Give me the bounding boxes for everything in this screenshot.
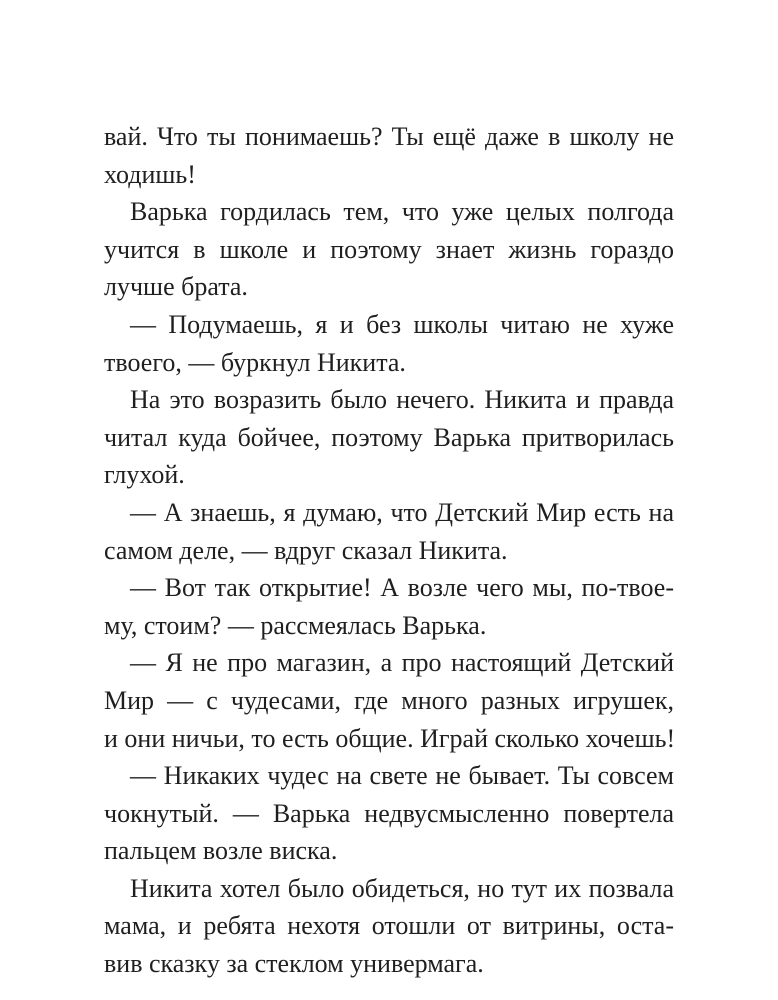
text-line: самом деле, — вдруг сказал Никита. bbox=[104, 535, 508, 565]
text-line: читал куда бойчее, поэтому Варька притворилась bbox=[104, 422, 674, 452]
paragraph bbox=[104, 757, 674, 870]
text-line: пальцем возле виска. bbox=[104, 836, 338, 866]
text-line: глухой. bbox=[104, 460, 185, 490]
text-line: му, стоим? — рассмеялась Варька. bbox=[104, 610, 487, 640]
paragraph bbox=[104, 118, 674, 193]
paragraph bbox=[104, 306, 674, 381]
text-line: твоего, — буркнул Никита. bbox=[104, 347, 406, 377]
text-line: — Никаких чудес на свете не бывает. Ты совсем bbox=[130, 761, 674, 791]
text-line: — Вот так открытие! А возле чего мы, по-твое- bbox=[130, 573, 674, 603]
text-line: На это возразить было нечего. Никита и правда bbox=[130, 385, 674, 415]
text-line: Никита хотел было обидеться, но тут их позвала bbox=[130, 873, 674, 903]
body-text bbox=[104, 118, 674, 983]
text-line: ходишь! bbox=[104, 159, 196, 189]
text-line: и они ничьи, то есть общие. Играй сколько хочешь! bbox=[104, 723, 676, 753]
paragraph bbox=[104, 381, 674, 494]
text-line: чокнутый. — Варька недвусмысленно повертела bbox=[104, 798, 674, 828]
paragraph bbox=[104, 193, 674, 306]
text-line: мама, и ребята нехотя отошли от витрины, оста- bbox=[104, 911, 674, 941]
paragraph bbox=[104, 644, 674, 757]
text-line: вай. Что ты понимаешь? Ты ещё даже в школу не bbox=[104, 122, 674, 151]
text-line: — Подумаешь, я и без школы читаю не хуже bbox=[130, 309, 674, 339]
paragraph bbox=[104, 569, 674, 644]
text-line: — А знаешь, я думаю, что Детский Мир есть на bbox=[130, 497, 674, 527]
text-line: — Я не про магазин, а про настоящий Детский bbox=[130, 648, 674, 678]
text-line: лучше брата. bbox=[104, 272, 248, 302]
text-line: учится в школе и поэтому знает жизнь гораздо bbox=[104, 234, 674, 264]
paragraph bbox=[104, 494, 674, 569]
text-line: Варька гордилась тем, что уже целых полгода bbox=[130, 197, 674, 227]
text-line: Мир — с чудесами, где много разных игрушек, bbox=[104, 685, 674, 715]
text-line: вив сказку за стеклом универмага. bbox=[104, 949, 484, 979]
paragraph bbox=[104, 870, 674, 983]
